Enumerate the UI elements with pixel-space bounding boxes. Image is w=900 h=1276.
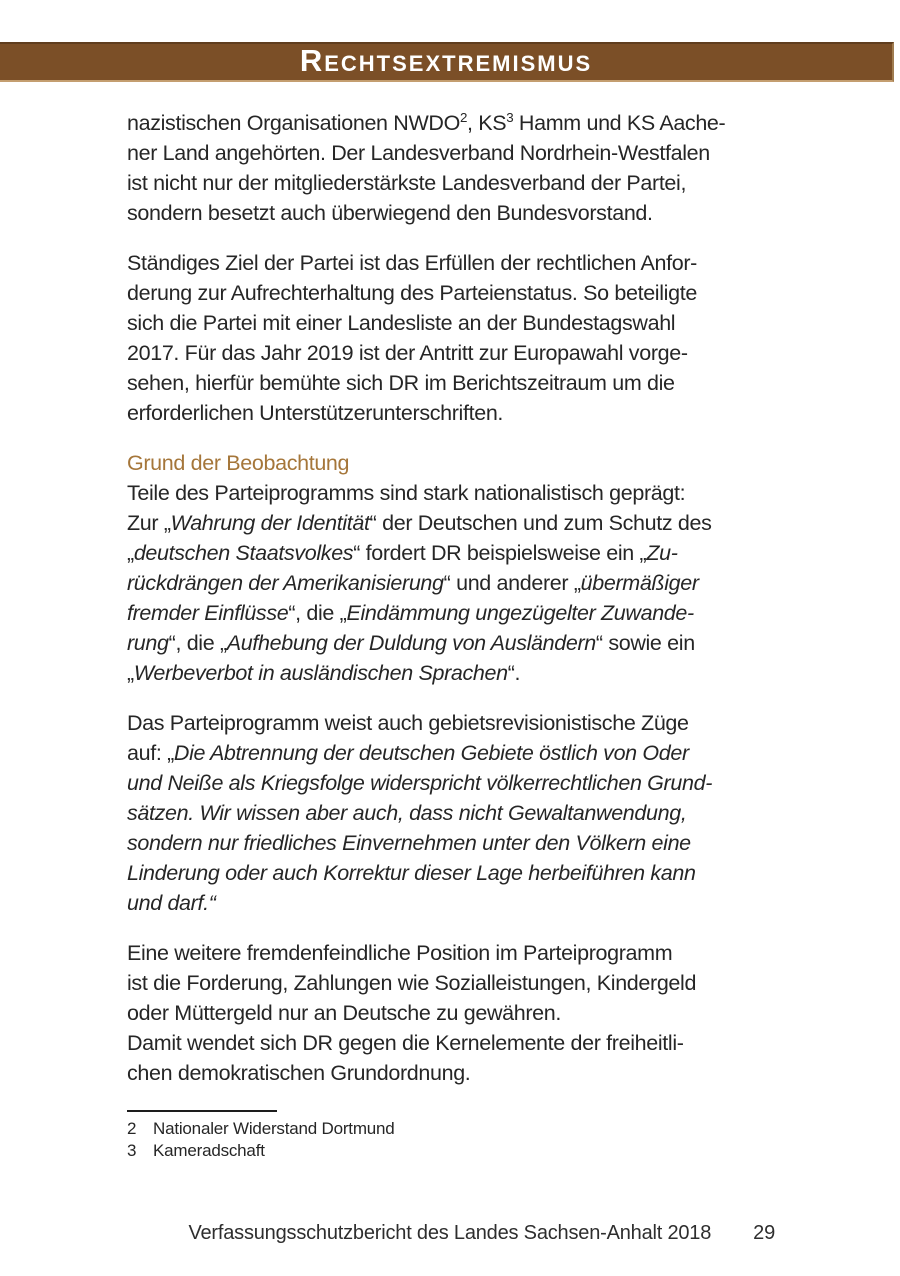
- text-line: fremder Einflüsse“, die „Eindämmung ungezügelter Zuwande-: [127, 601, 694, 625]
- chapter-title: RECHTSEXTREMISMUS: [299, 42, 593, 78]
- text-line: und Neiße als Kriegsfolge widerspricht völkerrechtlichen Grund-: [127, 771, 713, 795]
- footnote-separator: [127, 1110, 277, 1112]
- text-line: sehen, hierfür bemühte sich DR im Berichtszeitraum um die: [127, 371, 675, 395]
- text-line: sondern besetzt auch überwiegend den Bundesvorstand.: [127, 201, 653, 225]
- chapter-header-bar: [0, 42, 894, 82]
- text-line: auf: „Die Abtrennung der deutschen Gebiete östlich von Oder: [127, 741, 689, 765]
- text-line: Eine weitere fremdenfeindliche Position im Parteiprogramm: [127, 941, 673, 965]
- footnote-item: [127, 1118, 775, 1140]
- page-content: [127, 108, 775, 1162]
- text-line: ist die Forderung, Zahlungen wie Sozialleistungen, Kindergeld: [127, 971, 697, 995]
- text-line: ner Land angehörten. Der Landesverband Nordrhein-Westfalen: [127, 141, 710, 165]
- text-line: oder Müttergeld nur an Deutsche zu gewähren.: [127, 1001, 561, 1025]
- page-footer: [127, 1222, 775, 1245]
- text-line: ist nicht nur der mitgliederstärkste Landesverband der Partei,: [127, 171, 687, 195]
- text-line: chen demokratischen Grundordnung.: [127, 1061, 471, 1085]
- text-line: Linderung oder auch Korrektur dieser Lage herbeiführen kann: [127, 861, 696, 885]
- footnote-text: Nationaler Widerstand Dortmund: [153, 1119, 395, 1138]
- footnote-number: 3: [127, 1141, 137, 1160]
- footnote-item: [127, 1140, 775, 1162]
- footnotes-section: [127, 1110, 775, 1162]
- paragraph: [127, 478, 775, 688]
- text-line: sich die Partei mit einer Landesliste an der Bundestagswahl: [127, 311, 676, 335]
- text-line: erforderlichen Unterstützerunterschriften.: [127, 401, 504, 425]
- footnote-number: 2: [127, 1119, 137, 1138]
- paragraph: [127, 248, 775, 428]
- text-line: Das Parteiprogramm weist auch gebietsrevisionistische Züge: [127, 711, 689, 735]
- paragraph: [127, 708, 775, 918]
- section-heading: Grund der Beobachtung: [127, 451, 350, 475]
- text-line: nazistischen Organisationen NWDO$^2$, $KS^3$ Hamm und KS Aache-: [127, 109, 726, 135]
- text-line: „Werbeverbot in ausländischen Sprachen“.: [127, 661, 521, 685]
- text-line: 2017. Für das Jahr 2019 ist der Antritt zur Europawahl vorge-: [127, 341, 688, 365]
- text-line: sondern nur friedliches Einvernehmen unter den Völkern eine: [127, 831, 691, 855]
- text-line: Ständiges Ziel der Partei ist das Erfüllen der rechtlichen Anfor-: [127, 251, 697, 275]
- paragraph: [127, 938, 775, 1088]
- text-line: „deutschen Staatsvolkes“ fordert DR beispielsweise ein „Zu-: [127, 541, 678, 565]
- text-line: rung“, die „Aufhebung der Duldung von Ausländern“ sowie ein: [127, 631, 695, 655]
- text-line: und darf.“: [127, 891, 216, 915]
- text-line: Zur „Wahrung der Identität“ der Deutschen und zum Schutz des: [127, 511, 712, 535]
- footer-title: Verfassungsschutzbericht des Landes Sachsen-Anhalt 2018: [188, 1222, 712, 1244]
- footnote-list: [127, 1118, 775, 1162]
- text-line: rückdrängen der Amerikanisierung“ und anderer „übermäßiger: [127, 571, 699, 595]
- body-text: [127, 108, 775, 1088]
- page-number: 29: [753, 1222, 775, 1244]
- text-line: derung zur Aufrechterhaltung des Parteienstatus. So beteiligte: [127, 281, 697, 305]
- text-line: sätzen. Wir wissen aber auch, dass nicht Gewaltanwendung,: [127, 801, 687, 825]
- paragraph: [127, 108, 775, 228]
- text-line: Teile des Parteiprogramms sind stark nationalistisch geprägt:: [127, 481, 686, 505]
- text-line: Damit wendet sich DR gegen die Kernelemente der freiheitli-: [127, 1031, 684, 1055]
- footnote-text: Kameradschaft: [153, 1141, 265, 1160]
